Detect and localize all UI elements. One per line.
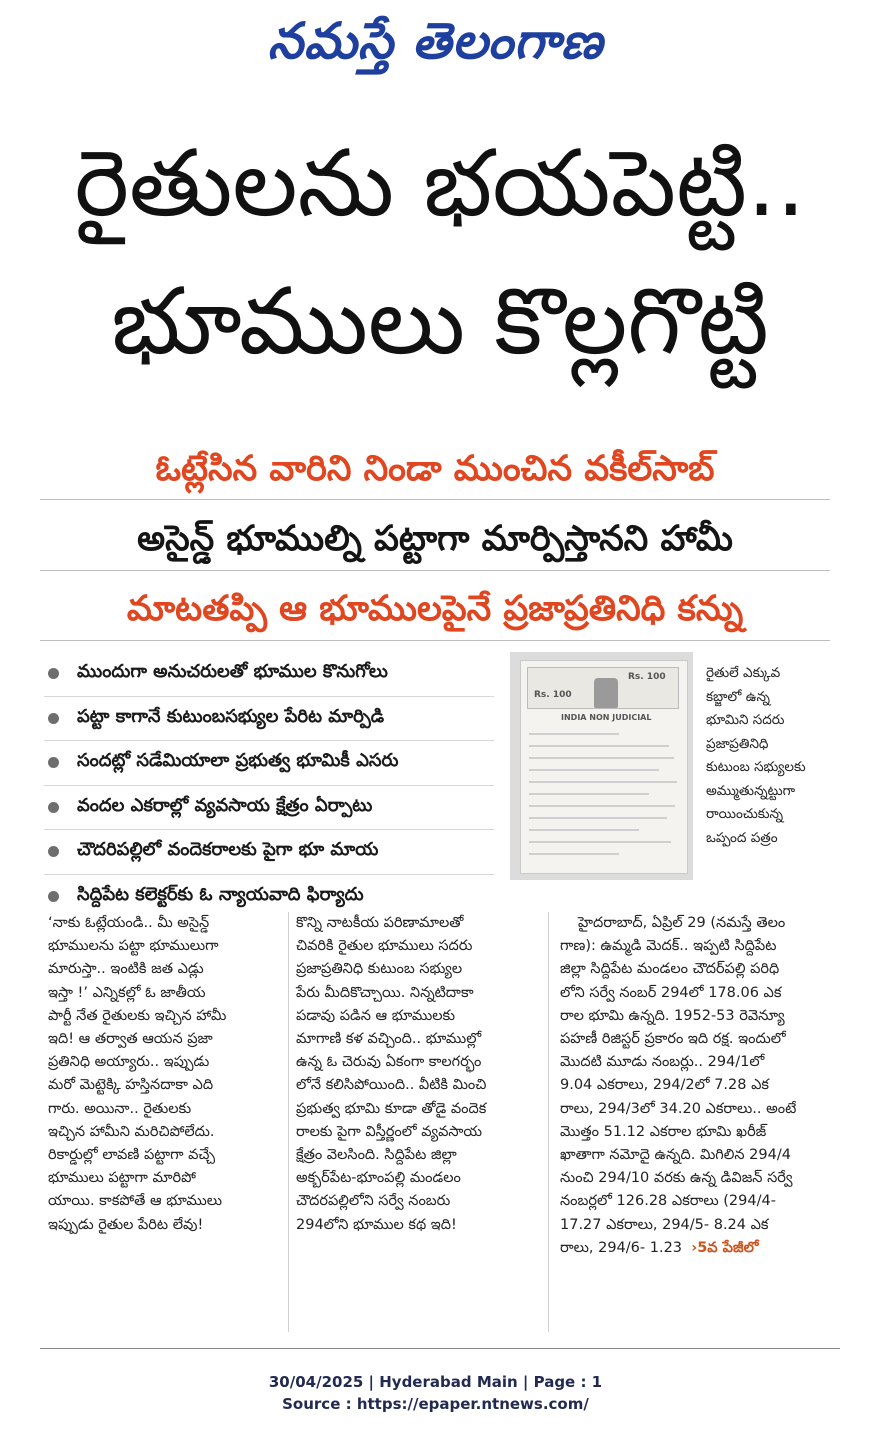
text-line <box>529 733 619 735</box>
text-line: మొదటి మూడు నంబర్లు.. 294/1లో <box>560 1054 765 1071</box>
text-line <box>560 1237 842 1260</box>
bullet-dot-icon <box>48 891 59 902</box>
text-line: రాలకు పైగా విస్తీర్ణంలో వ్యవసాయ <box>296 1123 482 1140</box>
emblem-icon <box>594 678 618 708</box>
text-line: పహణీ రిజిస్టర్ ప్రకారం ఇది రక్ష. ఇందులో <box>560 1031 786 1048</box>
text-line: రాలు, 294/3లో 34.20 ఎకరాలు.. అంటే <box>560 1100 797 1117</box>
article-column-2 <box>296 912 538 1237</box>
divider <box>40 570 830 571</box>
text-line: ప్రతినిధి అయ్యారు.. ఇప్పుడు <box>48 1054 210 1071</box>
footer-source[interactable]: Source : https://epaper.ntnews.com/ <box>282 1395 589 1413</box>
text-line: ఇచ్చిన హామీని మరిచిపోలేదు. <box>48 1123 215 1140</box>
text-line: గాణ): ఉమ్మడి మెదక్.. ఇప్పటి సిద్దిపేట <box>560 938 777 955</box>
caption-line: కుటుంబ సభ్యులకు <box>706 759 806 775</box>
footer-divider <box>40 1348 840 1349</box>
column-divider <box>288 912 289 1332</box>
divider <box>40 640 830 641</box>
text-line: ఖాతాగా నమోదై ఉన్నది. మిగిలిన 294/4 <box>560 1147 791 1164</box>
bullet-item: పట్టా కాగానే కుటుంబసభ్యుల పేరిట మార్పిడి <box>44 697 494 742</box>
text-line <box>529 841 671 843</box>
bullet-item: ముందుగా అనుచరులతో భూముల కొనుగోలు <box>44 652 494 697</box>
article-column-3 <box>560 912 842 1260</box>
masthead-logo: నమస్తే తెలంగాణ <box>267 12 604 70</box>
text-line: కొన్ని నాటకీయ పరిణామాలతో <box>296 915 464 931</box>
text-line: మారుస్తా.. ఇంటికి జత ఎడ్లు <box>48 961 204 978</box>
bullet-dot-icon <box>48 713 59 724</box>
document-photo <box>510 652 693 880</box>
bullet-dot-icon <box>48 846 59 857</box>
text-line: మొత్తం 51.12 ఎకరాల భూమి ఖరీజ్ <box>560 1123 767 1140</box>
caption-line: భూమిని సదరు <box>706 712 785 728</box>
text-line: 294లోని భూముల కథ ఇది! <box>296 1216 457 1233</box>
caption-line: రాయించుకున్న <box>706 806 783 822</box>
text-line: ‘నాకు ఓట్లేయండి.. మీ అసైన్డ్ <box>48 915 210 931</box>
text-line: గారు. అయినా.. రైతులకు <box>48 1100 192 1117</box>
headline-line-1: రైతులను భయపెట్టి.. <box>74 130 806 237</box>
bullet-item: వందల ఎకరాల్లో వ్యవసాయ క్షేత్రం ఏర్పాటు <box>44 786 494 831</box>
text-line: పేరు మీదికొచ్చాయి. నిన్నటిదాకా <box>296 984 474 1001</box>
text-line: ఇది! ఆ తర్వాత ఆయన ప్రజా <box>48 1031 213 1048</box>
text-line: ఇప్పుడు రైతుల పేరిట లేవు! <box>48 1216 204 1233</box>
text-line: లోని సర్వే నంబర్ 294లో 178.06 ఎక <box>560 984 782 1001</box>
stamp-paper-image <box>520 660 688 874</box>
text-line: ఇస్తా !’ ఎన్నికల్లో ఓ జాతీయ <box>48 984 206 1001</box>
text-line: ఉన్న ఓ చెరువు ఏకంగా కాలగర్భం <box>296 1054 482 1071</box>
text-line: ప్రభుత్వ భూమి కూడా తోడై వందెక <box>296 1100 487 1117</box>
text-line <box>529 757 674 759</box>
text-line: భూములు పట్టాగా మారిపో <box>48 1170 196 1187</box>
text-line <box>529 745 669 747</box>
bullet-dot-icon <box>48 668 59 679</box>
continued-on-page-link[interactable]: ›5వ పేజీలో <box>691 1239 759 1256</box>
divider <box>40 499 830 500</box>
caption-line: అమ్ముతున్నట్టుగా <box>706 782 796 799</box>
photo-caption <box>706 662 834 850</box>
bullet-dot-icon <box>48 802 59 813</box>
text-line: నంబర్లలో 126.28 ఎకరాలు (294/4- <box>560 1193 776 1210</box>
bullet-item: చౌదరిపల్లిలో వందెకరాలకు పైగా భూ మాయ <box>44 830 494 875</box>
bullet-list <box>44 652 494 918</box>
headline-line-2: భూములు కొల్లగొట్టి <box>111 268 769 375</box>
text-line <box>529 853 619 855</box>
caption-line: ఒప్పంద పత్రం <box>706 829 778 846</box>
caption-line: ప్రజాప్రతినిధి <box>706 735 769 752</box>
article-column-1 <box>48 912 280 1237</box>
text-line <box>529 769 659 771</box>
text-line-end: రాలు, 294/6- 1.23 <box>560 1239 683 1256</box>
text-line <box>529 829 639 831</box>
text-line: మాగాణి కళ వచ్చింది.. భూముల్లో <box>296 1031 482 1048</box>
stamp-rs-label: Rs. 100 <box>534 690 572 700</box>
bullet-item: సందట్లో సడేమియాలా ప్రభుత్వ భూమికీ ఎసరు <box>44 741 494 786</box>
bullet-dot-icon <box>48 757 59 768</box>
text-line: చివరికి రైతుల భూములు సదరు <box>296 938 473 955</box>
column-divider <box>548 912 549 1332</box>
text-line: యాయి. కాకపోతే ఆ భూములు <box>48 1193 223 1210</box>
text-line: రికార్డుల్లో లావణి పట్టాగా వచ్చే <box>48 1147 216 1164</box>
caption-line: కబ్జాలో ఉన్న <box>706 688 770 705</box>
text-line: అక్బర్‌పేట-భూంపల్లి మండలం <box>296 1170 461 1187</box>
text-line: మరో మెట్టెక్కి హస్తినదాకా ఎది <box>48 1077 214 1094</box>
deck-line-2: అసైన్డ్ భూముల్ని పట్టాగా మార్పిస్తానని హామీ <box>137 519 733 559</box>
text-line <box>529 805 675 807</box>
text-line <box>529 781 677 783</box>
text-line <box>529 793 649 795</box>
text-line: క్షేత్రం వెలసింది. సిద్దిపేట జిల్లా <box>296 1147 457 1164</box>
text-line <box>529 817 667 819</box>
deck-line-3: మాటతప్పి ఆ భూములపైనే ప్రజాప్రతినిధి కన్ను <box>126 589 744 629</box>
text-line: జిల్లా సిద్దిపేట మండలం చౌదర్‌పల్లి పరిధి <box>560 961 780 978</box>
text-line: రాల భూమి ఉన్నది. 1952-53 రెవెన్యూ <box>560 1007 785 1024</box>
footer-date-edition: 30/04/2025 | Hyderabad Main | Page : 1 <box>268 1373 603 1391</box>
text-line: చౌదరపల్లిలోని సర్వే నంబరు <box>296 1193 451 1210</box>
text-line: లోనే కలిసిపోయింది.. వీటికి మించి <box>296 1077 487 1094</box>
text-line: 9.04 ఎకరాలు, 294/2లో 7.28 ఎక <box>560 1077 769 1094</box>
stamp-india-label: INDIA NON JUDICIAL <box>561 713 652 722</box>
text-line: హైదరాబాద్, ఏప్రిల్ 29 (నమస్తే తెలం <box>578 915 786 931</box>
text-line: ప్రజాప్రతినిధి కుటుంబ సభ్యుల <box>296 961 463 978</box>
bullet-item: సిద్దిపేట కలెక్టర్‌కు ఓ న్యాయవాది ఫిర్యాదు <box>44 875 494 919</box>
stamp-rs-label-right: Rs. 100 <box>628 672 666 682</box>
caption-line: రైతులే ఎక్కువ <box>706 665 781 681</box>
text-line: నుంచి 294/10 వరకు ఉన్న డివిజన్ సర్వే <box>560 1170 793 1187</box>
deck-line-1: ఓట్లేసిన వారిని నిండా ముంచిన వకీల్‌సాబ్ <box>155 449 715 489</box>
stamp-box <box>527 667 679 709</box>
text-line: పడావు పడిన ఆ భూములకు <box>296 1007 456 1024</box>
text-line: 17.27 ఎకరాలు, 294/5- 8.24 ఎక <box>560 1216 769 1233</box>
text-line: భూములను పట్టా భూములుగా <box>48 938 219 955</box>
text-line: పార్టీ నేత రైతులకు ఇచ్చిన హామీ <box>48 1007 227 1024</box>
